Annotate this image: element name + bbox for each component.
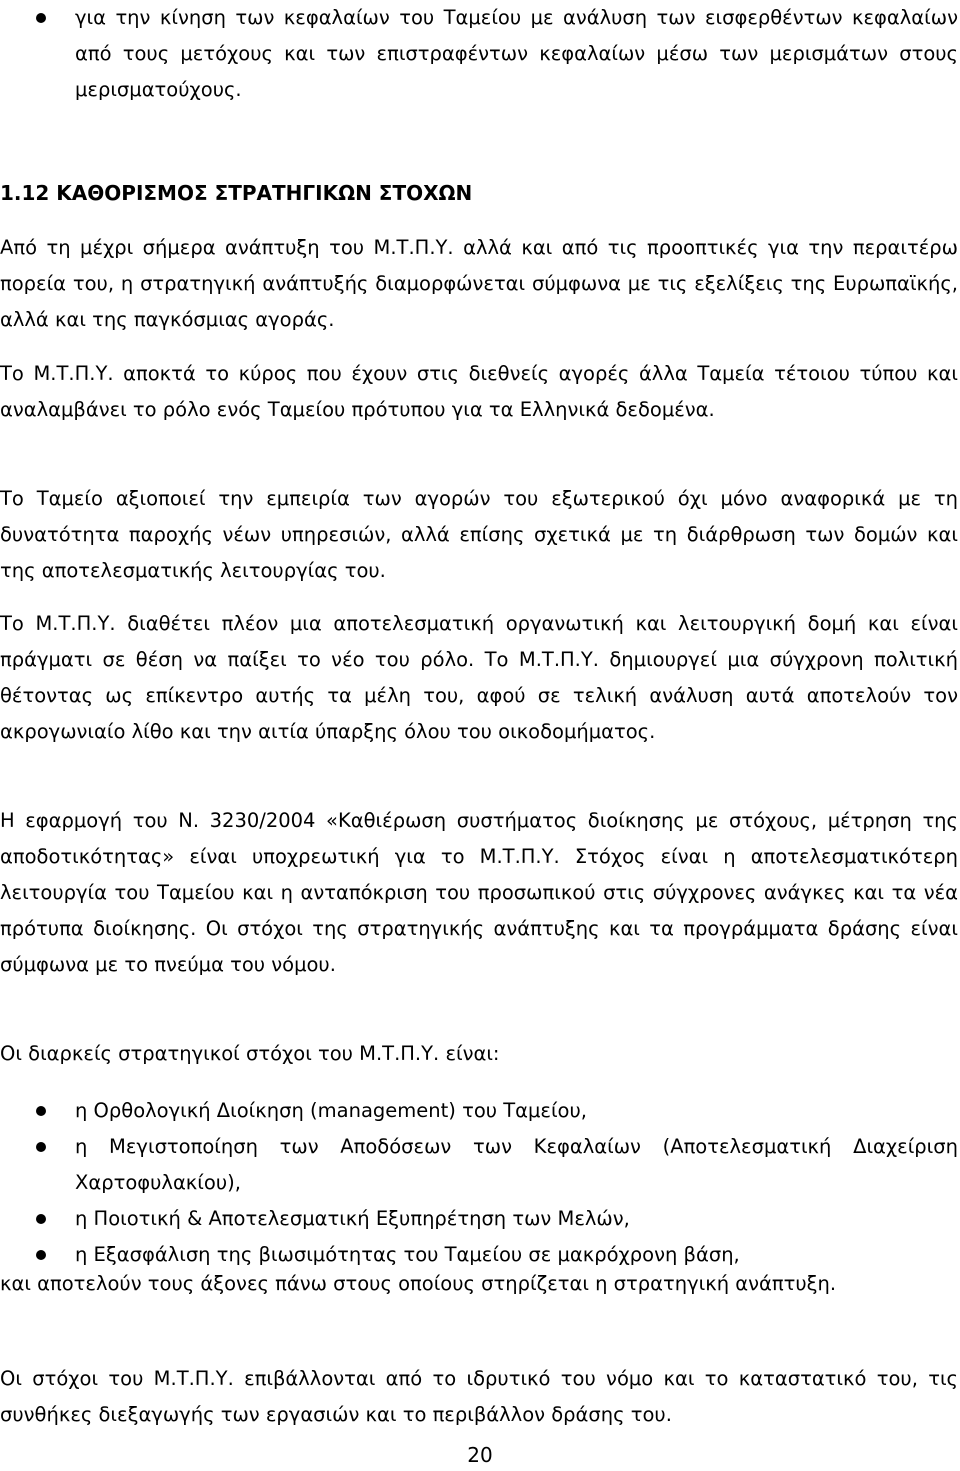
goal-text: η Ποιοτική & Αποτελεσματική Εξυπηρέτηση των Μελών, xyxy=(75,1207,630,1230)
paragraph-prestige: Το Μ.Τ.Π.Υ. αποκτά το κύρος που έχουν στις διεθνείς αγορές άλλα Ταμεία τέτοιου τύπου και αναλαμβάνει το ρόλο ενός Ταμείου πρότυπου για τα Ελληνικά δεδομένα. xyxy=(0,362,958,421)
bullet-text: για την κίνηση των κεφαλαίων του Ταμείου με ανάλυση των εισφερθέντων κεφαλαίων από τους μετόχους και των επιστραφέντων κεφαλαίων μέσω των μερισμάτων στους μερισματούχους. xyxy=(75,6,958,101)
paragraph-axes: και αποτελούν τους άξονες πάνω στους οποίους στηρίζεται η στρατηγική ανάπτυξη. xyxy=(0,1272,837,1295)
page-number: 20 xyxy=(467,1443,493,1467)
list-item xyxy=(0,1129,958,1201)
paragraph-experience: Το Ταμείο αξιοποιεί την εμπειρία των αγορών του εξωτερικού όχι μόνο αναφορικά με τη δυνατότητα παροχής νέων υπηρεσιών, αλλά επίσης σχετικά με τη διάρθρωση των δομών και της αποτελεσματικής λειτουργίας του. xyxy=(0,487,958,582)
bullet-dot-icon xyxy=(36,13,46,23)
paragraph-goals-intro: Οι διαρκείς στρατηγικοί στόχοι του Μ.Τ.Π.Υ. είναι: xyxy=(0,1042,500,1065)
list-item xyxy=(0,1093,958,1129)
top-bullet-list xyxy=(0,0,958,108)
bullet-dot-icon xyxy=(36,1250,46,1260)
goals-list xyxy=(0,1093,958,1273)
paragraph-structure: Το Μ.Τ.Π.Υ. διαθέτει πλέον μια αποτελεσματική οργανωτική και λειτουργική δομή και είναι πράγματι σε θέση να παίξει το νέο του ρόλο. Το Μ.Τ.Π.Υ. δημιουργεί μια σύγχρονη πολιτική θέτοντας ως επίκεντρο αυτής τα μέλη του, αφού σε τελική ανάλυση αυτά αποτελούν τον ακρογωνιαίο λίθο και την αιτία ύπαρξης όλου του οικοδομήματος. xyxy=(0,612,958,743)
bullet-dot-icon xyxy=(36,1142,46,1152)
goal-text: η Μεγιστοποίηση των Αποδόσεων των Κεφαλαίων (Αποτελεσματική Διαχείριση Χαρτοφυλακίου), xyxy=(75,1135,958,1194)
goal-text: η Ορθολογική Διοίκηση (management) του Ταμείου, xyxy=(75,1099,587,1122)
paragraph-constraints: Οι στόχοι του Μ.Τ.Π.Υ. επιβάλλονται από το ιδρυτικό του νόμο και το καταστατικό του, τις συνθήκες διεξαγωγής των εργασιών και το περιβάλλον δράσης του. xyxy=(0,1367,958,1426)
bullet-dot-icon xyxy=(36,1214,46,1224)
paragraph-intro: Από τη μέχρι σήμερα ανάπτυξη του Μ.Τ.Π.Υ. αλλά και από τις προοπτικές για την περαιτέρω πορεία του, η στρατηγική ανάπτυξής διαμορφώνεται σύμφωνα με τις εξελίξεις της Ευρωπαϊκής, αλλά και της παγκόσμιας αγοράς. xyxy=(0,236,958,331)
paragraph-law: Η εφαρμογή του Ν. 3230/2004 «Καθιέρωση συστήματος διοίκησης με στόχους, μέτρηση της αποδοτικότητας» είναι υποχρεωτική για το Μ.Τ.Π.Υ. Στόχος είναι η αποτελεσματικότερη λειτουργία του Ταμείου και η ανταπόκριση του προσωπικού στις σύγχρονες ανάγκες και τα νέα πρότυπα διοίκησης. Οι στόχοι της στρατηγικής ανάπτυξης και τα προγράμματα δράσης είναι σύμφωνα με το πνεύμα του νόμου. xyxy=(0,809,958,976)
goal-text: η Εξασφάλιση της βιωσιμότητας του Ταμείου σε μακρόχρονη βάση, xyxy=(75,1243,740,1266)
section-heading: 1.12 ΚΑΘΟΡΙΣΜΟΣ ΣΤΡΑΤΗΓΙΚΩΝ ΣΤΟΧΩΝ xyxy=(0,181,473,205)
bullet-dot-icon xyxy=(36,1106,46,1116)
list-item xyxy=(0,0,958,108)
list-item xyxy=(0,1201,958,1237)
